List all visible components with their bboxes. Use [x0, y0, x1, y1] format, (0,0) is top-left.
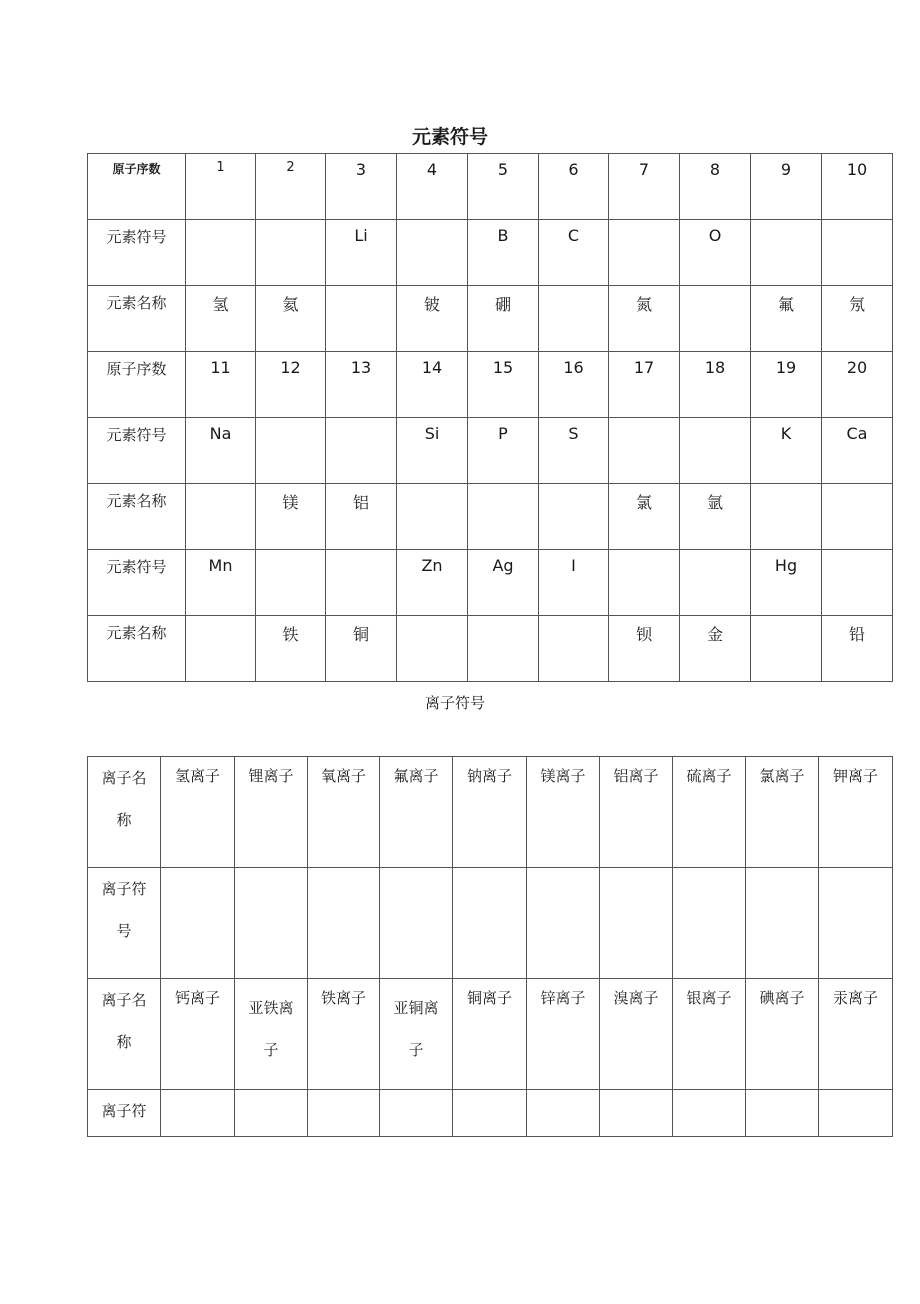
ion-cell: 钙离子: [161, 979, 235, 1090]
element-cell: 氯: [609, 484, 680, 550]
ions-table: [87, 756, 893, 1137]
row-label: 元素符号: [88, 220, 186, 286]
element-cell: 金: [680, 616, 751, 682]
ion-cell: [235, 1090, 308, 1137]
element-cell: 氢: [186, 286, 256, 352]
ion-cell: 铜离子: [453, 979, 527, 1090]
ion-cell: [600, 868, 673, 979]
element-cell: [539, 484, 609, 550]
element-cell: [326, 550, 397, 616]
ion-cell: 银离子: [673, 979, 746, 1090]
element-cell: 16: [539, 352, 609, 418]
ion-cell: [746, 1090, 819, 1137]
element-cell: [539, 616, 609, 682]
elements-row: [88, 418, 893, 484]
element-cell: [397, 220, 468, 286]
ion-cell: 氧离子: [308, 757, 380, 868]
element-cell: Li: [326, 220, 397, 286]
row-label: 元素符号: [88, 418, 186, 484]
element-cell: 12: [256, 352, 326, 418]
ion-cell: 氯离子: [746, 757, 819, 868]
element-cell: B: [468, 220, 539, 286]
row-label: 原子序数: [88, 352, 186, 418]
element-cell: [539, 286, 609, 352]
ions-row: [88, 757, 893, 868]
element-cell: 18: [680, 352, 751, 418]
element-cell: 19: [751, 352, 822, 418]
ion-cell: [819, 868, 893, 979]
ion-cell: [380, 1090, 453, 1137]
elements-row: [88, 484, 893, 550]
ions-row: [88, 1090, 893, 1137]
ion-cell: [453, 1090, 527, 1137]
ion-cell: [380, 868, 453, 979]
ion-cell: 锌离子: [527, 979, 600, 1090]
element-cell: 铍: [397, 286, 468, 352]
element-cell: Ag: [468, 550, 539, 616]
ion-cell: 镁离子: [527, 757, 600, 868]
element-cell: S: [539, 418, 609, 484]
ion-cell: [308, 868, 380, 979]
element-cell: O: [680, 220, 751, 286]
element-cell: 8: [680, 154, 751, 220]
element-cell: [751, 616, 822, 682]
elements-row: [88, 550, 893, 616]
element-cell: 氮: [609, 286, 680, 352]
element-cell: [680, 418, 751, 484]
element-cell: 钡: [609, 616, 680, 682]
row-label: 元素符号: [88, 550, 186, 616]
element-cell: [186, 484, 256, 550]
ion-cell: 碘离子: [746, 979, 819, 1090]
ions-row: [88, 868, 893, 979]
element-cell: 11: [186, 352, 256, 418]
element-cell: [326, 418, 397, 484]
element-cell: 1: [186, 154, 256, 220]
element-cell: [751, 484, 822, 550]
elements-row: [88, 352, 893, 418]
element-cell: Si: [397, 418, 468, 484]
element-cell: [680, 550, 751, 616]
element-cell: C: [539, 220, 609, 286]
element-cell: [751, 220, 822, 286]
elements-row: [88, 286, 893, 352]
element-cell: 氩: [680, 484, 751, 550]
element-cell: 13: [326, 352, 397, 418]
element-cell: [256, 418, 326, 484]
element-cell: 14: [397, 352, 468, 418]
element-cell: [680, 286, 751, 352]
ion-cell: [819, 1090, 893, 1137]
ion-cell: 铁离子: [308, 979, 380, 1090]
ion-cell: [453, 868, 527, 979]
ion-cell: [308, 1090, 380, 1137]
ion-cell: [673, 868, 746, 979]
element-cell: 氖: [822, 286, 893, 352]
element-cell: 3: [326, 154, 397, 220]
element-cell: 15: [468, 352, 539, 418]
element-cell: Zn: [397, 550, 468, 616]
ion-cell: 氢离子: [161, 757, 235, 868]
elements-row: [88, 616, 893, 682]
ion-cell: 铝离子: [600, 757, 673, 868]
ion-cell: 汞离子: [819, 979, 893, 1090]
element-cell: 5: [468, 154, 539, 220]
ion-cell: [380, 979, 453, 1090]
element-cell: 铁: [256, 616, 326, 682]
ion-cell: 硫离子: [673, 757, 746, 868]
element-cell: Mn: [186, 550, 256, 616]
ion-cell: 钠离子: [453, 757, 527, 868]
element-cell: [256, 220, 326, 286]
ion-cell: 氟离子: [380, 757, 453, 868]
element-cell: [256, 550, 326, 616]
element-cell: [822, 550, 893, 616]
ion-cell: 溴离子: [600, 979, 673, 1090]
ion-cell: [235, 979, 308, 1090]
row-label: [88, 868, 161, 979]
element-cell: 20: [822, 352, 893, 418]
ion-cell: [161, 1090, 235, 1137]
element-cell: 氟: [751, 286, 822, 352]
element-cell: 10: [822, 154, 893, 220]
ions-title: 离子符号: [424, 694, 485, 712]
row-label: 原子序数: [88, 154, 186, 220]
element-cell: K: [751, 418, 822, 484]
element-cell: 6: [539, 154, 609, 220]
element-cell: [609, 418, 680, 484]
row-label: 元素名称: [88, 484, 186, 550]
element-cell: [397, 484, 468, 550]
ion-cell: [527, 1090, 600, 1137]
element-cell: 4: [397, 154, 468, 220]
elements-table: [87, 153, 893, 682]
row-label: [88, 1090, 161, 1137]
row-label-text: 离子符: [101, 1102, 147, 1120]
ion-cell: 锂离子: [235, 757, 308, 868]
elements-row: [88, 154, 893, 220]
page-title: 元素符号: [411, 126, 488, 148]
element-cell: [822, 484, 893, 550]
element-cell: 17: [609, 352, 680, 418]
ion-cell: [527, 868, 600, 979]
ion-cell: [235, 868, 308, 979]
element-cell: 镁: [256, 484, 326, 550]
element-cell: [822, 220, 893, 286]
element-cell: P: [468, 418, 539, 484]
row-label-text: 离子名称: [101, 769, 147, 829]
ion-cell-text: 亚铁离子: [248, 999, 294, 1059]
ion-cell: [161, 868, 235, 979]
ions-row: [88, 979, 893, 1090]
element-cell: [326, 286, 397, 352]
row-label-text: 离子名称: [101, 991, 147, 1051]
row-label: 元素名称: [88, 286, 186, 352]
element-cell: [609, 220, 680, 286]
elements-row: [88, 220, 893, 286]
element-cell: [468, 484, 539, 550]
ion-cell: 钾离子: [819, 757, 893, 868]
element-cell: Hg: [751, 550, 822, 616]
element-cell: Na: [186, 418, 256, 484]
element-cell: [397, 616, 468, 682]
element-cell: [609, 550, 680, 616]
element-cell: [186, 220, 256, 286]
ion-cell: [673, 1090, 746, 1137]
ion-cell: [746, 868, 819, 979]
element-cell: Ca: [822, 418, 893, 484]
element-cell: 氦: [256, 286, 326, 352]
element-cell: 9: [751, 154, 822, 220]
ion-cell-text: 亚铜离子: [393, 999, 439, 1059]
row-label: [88, 757, 161, 868]
element-cell: 铜: [326, 616, 397, 682]
element-cell: 硼: [468, 286, 539, 352]
element-cell: 7: [609, 154, 680, 220]
element-cell: I: [539, 550, 609, 616]
element-cell: 铝: [326, 484, 397, 550]
row-label: [88, 979, 161, 1090]
row-label: 元素名称: [88, 616, 186, 682]
element-cell: 铅: [822, 616, 893, 682]
element-cell: [468, 616, 539, 682]
ion-cell: [600, 1090, 673, 1137]
element-cell: [186, 616, 256, 682]
element-cell: 2: [256, 154, 326, 220]
row-label-text: 离子符号: [101, 880, 147, 940]
